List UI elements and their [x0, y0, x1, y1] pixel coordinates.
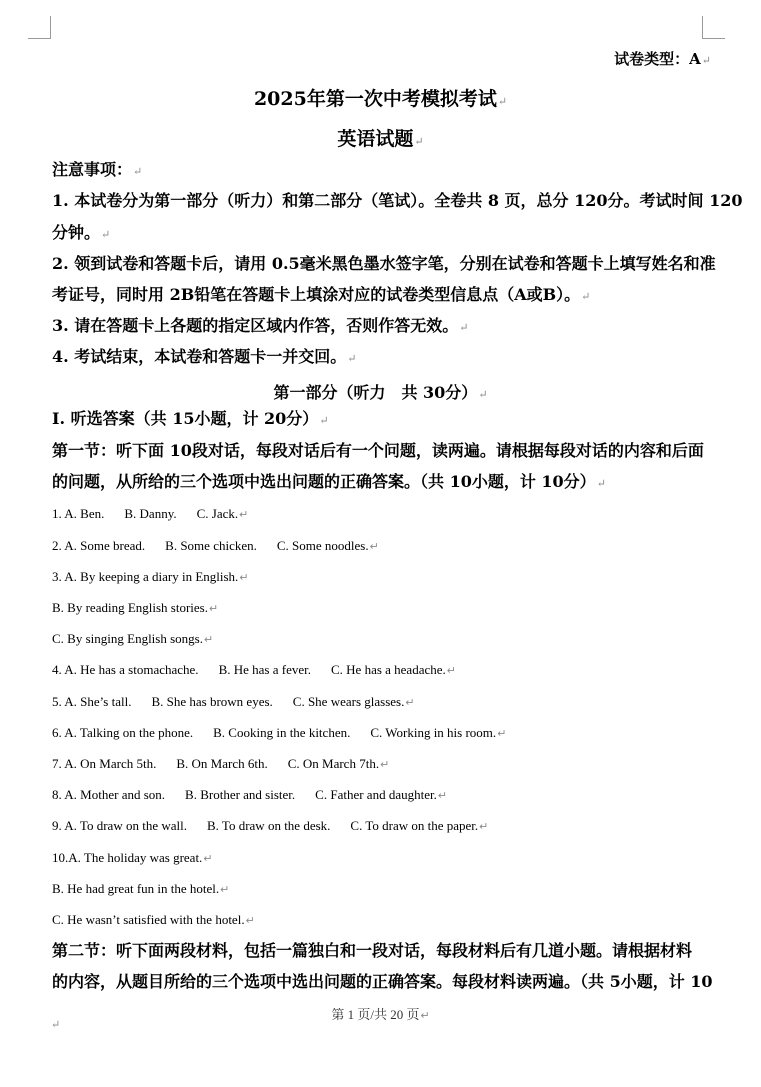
section-instruction: 第一节：听下面 10段对话，每段对话后有一个问题，读两遍。请根据每段对话的内容和后面 [52, 441, 704, 460]
notice-line: 3. 请在答题卡上各题的指定区域内作答，否则作答无效。↵ [52, 316, 469, 335]
question-line: 10.A. The holiday was great.↵ [52, 850, 213, 865]
exam-subtitle: 英语试题↵ [337, 128, 424, 150]
question-line: B. He had great fun in the hotel.↵ [52, 881, 230, 896]
question-line: 4. A. He has a stomachache. B. He has a fever. C. He has a headache.↵ [52, 662, 456, 677]
page-corner-mark-right [702, 16, 725, 39]
question-line: 8. A. Mother and son. B. Brother and sister. C. Father and daughter.↵ [52, 787, 448, 802]
part-one-title: 第一部分（听力 共 30分）↵ [273, 383, 488, 402]
paper-type-label: 试卷类型：A↵ [614, 50, 711, 68]
page-corner-mark-left [28, 16, 51, 39]
question-line: 5. A. She’s tall. B. She has brown eyes. C. She wears glasses.↵ [52, 694, 415, 709]
question-line: C. By singing English songs.↵ [52, 631, 214, 646]
notice-line: 1. 本试卷分为第一部分（听力）和第二部分（笔试）。全卷共 8 页，总分 120分。考试时间 120 [52, 191, 743, 210]
notice-heading: 注意事项：↵ [52, 160, 143, 179]
paragraph-mark: ↵ [51, 1018, 61, 1031]
section-instruction: 第二节：听下面两段材料，包括一篇独白和一段对话，每段材料后有几道小题。请根据材料 [52, 941, 693, 960]
notice-line: 4. 考试结束，本试卷和答题卡一并交回。↵ [52, 347, 357, 366]
question-line: 9. A. To draw on the wall. B. To draw on the desk. C. To draw on the paper.↵ [52, 818, 489, 833]
page-footer: 第 1 页/共 20 页↵ [331, 1007, 430, 1022]
exam-title: 2025年第一次中考模拟考试↵ [253, 88, 508, 110]
notice-line: 分钟。↵ [52, 223, 111, 242]
question-line: 3. A. By keeping a diary in English.↵ [52, 569, 249, 584]
notice-line: 考证号，同时用 2B铅笔在答题卡上填涂对应的试卷类型信息点（A或B）。↵ [52, 285, 591, 304]
question-line: 6. A. Talking on the phone. B. Cooking in the kitchen. C. Working in his room.↵ [52, 725, 507, 740]
section-heading: Ⅰ. 听选答案（共 15小题，计 20分）↵ [52, 409, 329, 428]
question-line: 2. A. Some bread. B. Some chicken. C. Some noodles.↵ [52, 538, 379, 553]
question-line: C. He wasn’t satisfied with the hotel.↵ [52, 912, 255, 927]
section-instruction: 的问题，从所给的三个选项中选出问题的正确答案。（共 10小题，计 10分）↵ [52, 472, 606, 491]
question-line: 1. A. Ben. B. Danny. C. Jack.↵ [52, 506, 249, 521]
question-line: 7. A. On March 5th. B. On March 6th. C. On March 7th.↵ [52, 756, 390, 771]
section-instruction: 的内容，从题目所给的三个选项中选出问题的正确答案。每段材料读两遍。（共 5小题，计 10 [52, 972, 713, 991]
notice-line: 2. 领到试卷和答题卡后，请用 0.5毫米黑色墨水签字笔，分别在试卷和答题卡上填写姓名和准 [52, 254, 716, 273]
question-line: B. By reading English stories.↵ [52, 600, 219, 615]
